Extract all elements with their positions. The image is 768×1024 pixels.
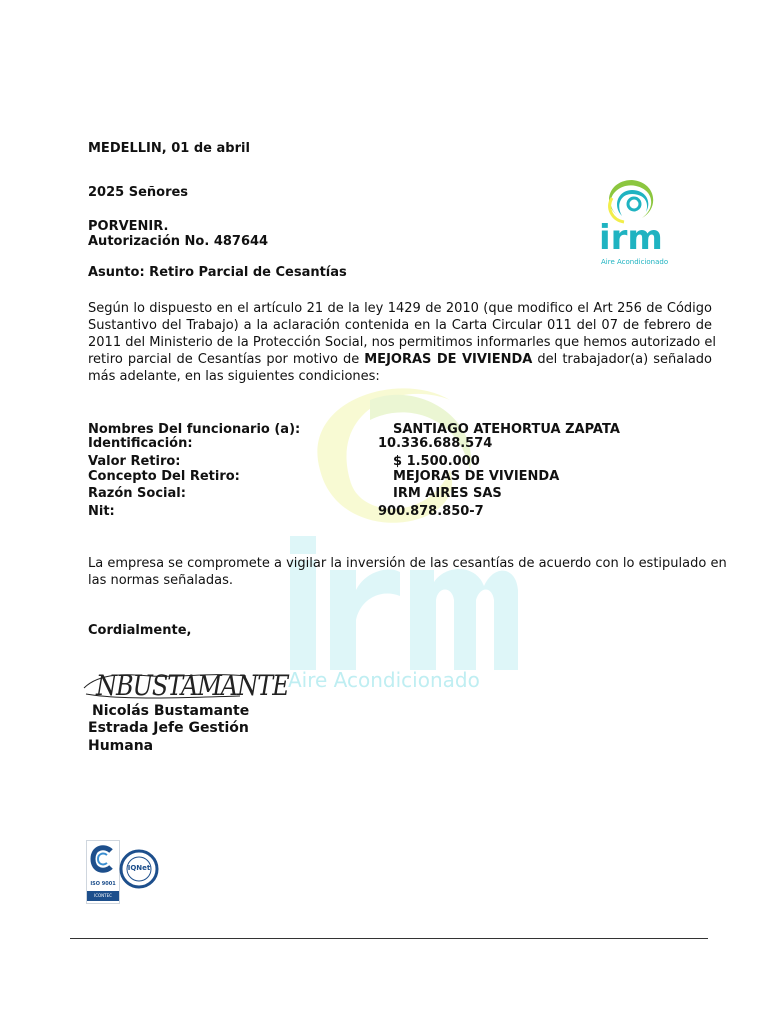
paragraph-line: las normas señaladas.	[88, 573, 234, 588]
iqnet-certification-badge	[119, 846, 159, 892]
footer-divider	[70, 938, 708, 939]
signer-name-line-1: Nicolás Bustamante	[92, 703, 250, 719]
detail-label-identificacion: Identificación:	[88, 436, 193, 451]
detail-label-concepto: Concepto Del Retiro:	[88, 469, 240, 484]
paragraph-emphasis: MEJORAS DE VIVIENDA	[364, 352, 533, 367]
detail-value-concepto: MEJORAS DE VIVIENDA	[393, 469, 560, 484]
body-paragraph-2	[88, 555, 727, 589]
detail-value-nombres: SANTIAGO ATEHORTUA ZAPATA	[393, 422, 620, 437]
subject-line: Asunto: Retiro Parcial de Cesantías	[88, 265, 347, 280]
detail-label-razon-social: Razón Social:	[88, 486, 186, 501]
detail-value-valor: $ 1.500.000	[393, 454, 480, 469]
paragraph-line	[88, 351, 712, 368]
signer-name-line-2: Estrada Jefe Gestión	[88, 720, 249, 736]
paragraph-line: Sustantivo del Trabajo) a la aclaración contenida en la Carta Circular 011 del 07 de febrero de	[88, 318, 712, 333]
authorization-number: Autorización No. 487644	[88, 234, 269, 249]
detail-value-nit: 900.878.850-7	[378, 504, 484, 519]
paragraph-line: Según lo dispuesto en el artículo 21 de la ley 1429 de 2010 (que modifico el Art 256 de Código	[88, 301, 712, 316]
signature-text: NBUSTAMANTE	[96, 669, 289, 703]
detail-value-razon-social: IRM AIRES SAS	[393, 486, 502, 501]
detail-label-valor: Valor Retiro:	[88, 454, 181, 469]
irm-logo-text: irm	[599, 218, 663, 258]
icontec-icon	[87, 841, 119, 881]
body-paragraph-1	[88, 300, 716, 385]
detail-label-nombres: Nombres Del funcionario (a):	[88, 422, 301, 437]
irm-watermark-tagline: Aire Acondicionado	[288, 668, 480, 692]
paragraph-text: retiro parcial de Cesantías por motivo de	[88, 352, 365, 367]
detail-label-nit: Nit:	[88, 504, 115, 519]
iso-certification-badge	[86, 840, 120, 904]
paragraph-line: más adelante, en las siguientes condiciones:	[88, 369, 380, 384]
detail-value-identificacion: 10.336.688.574	[378, 436, 493, 451]
irm-watermark	[280, 360, 520, 690]
irm-logo	[572, 172, 694, 272]
paragraph-line: La empresa se compromete a vigilar la inversión de las cesantías de acuerdo con lo estipulado en	[88, 556, 727, 571]
paragraph-line: 2011 del Ministerio de la Protección Social, nos permitimos informarles que hemos autorizado el	[88, 335, 716, 350]
icontec-label: ICONTEC	[87, 891, 119, 901]
paragraph-text: del trabajador(a) señalado	[532, 352, 712, 367]
date-line: MEDELLIN, 01 de abril	[88, 141, 250, 156]
irm-logo-tagline: Aire Acondicionado	[601, 258, 669, 266]
salutation: 2025 Señores	[88, 185, 189, 200]
iqnet-label: IQNet	[127, 864, 151, 872]
recipient: PORVENIR.	[88, 219, 169, 234]
iso-label: ISO 9001	[90, 881, 116, 887]
closing: Cordialmente,	[88, 623, 192, 638]
handwritten-signature	[80, 668, 289, 704]
signer-name-line-3: Humana	[88, 738, 154, 754]
